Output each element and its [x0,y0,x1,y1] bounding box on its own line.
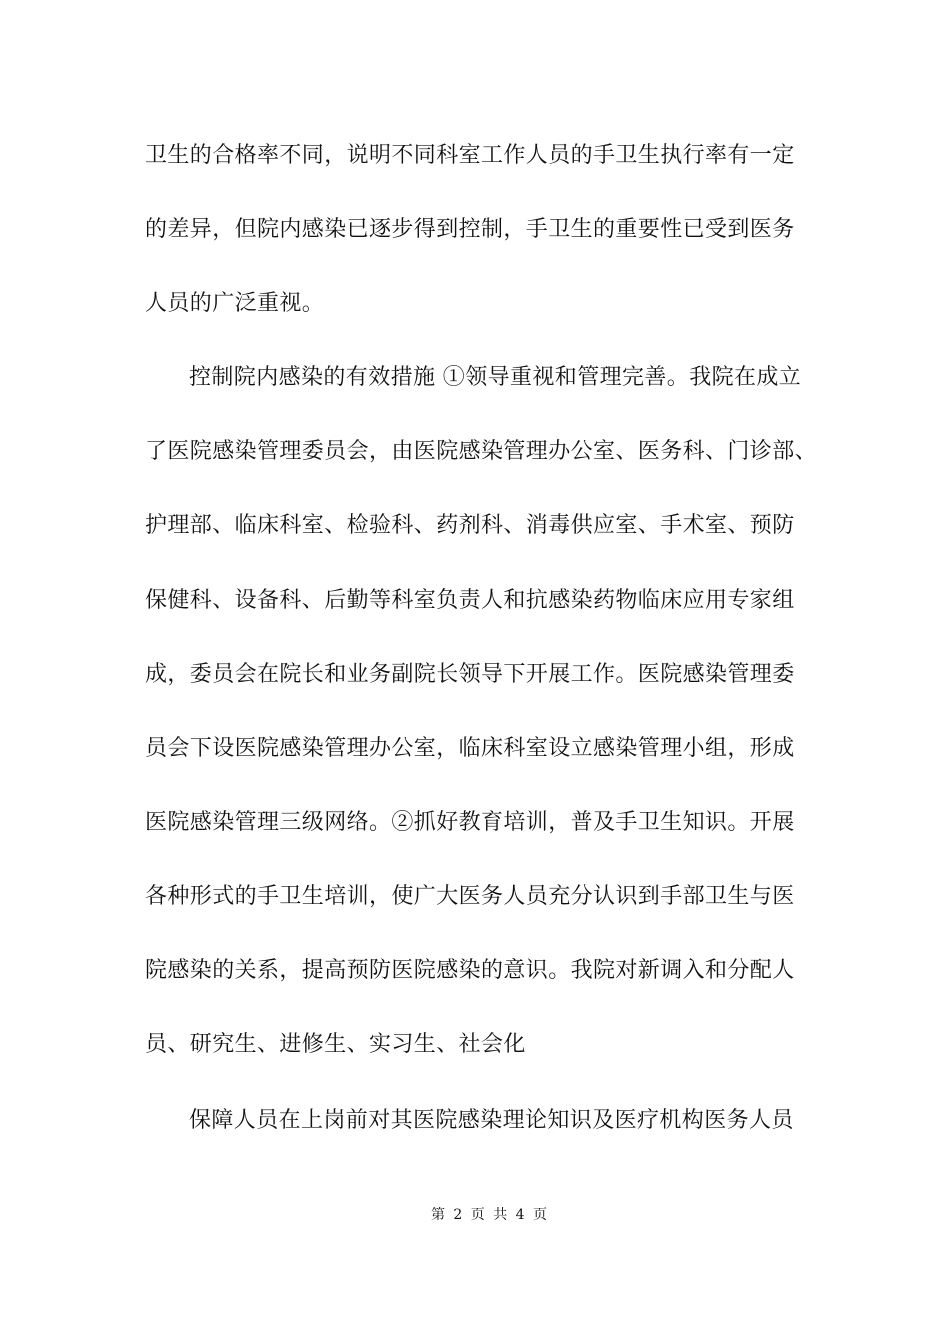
body-text-line: 员、研究生、进修生、实习生、社会化 [145,1032,526,1057]
page-footer: 第 2 页 共 4 页 [430,1207,550,1223]
body-text-line: 医院感染管理三级网络。②抓好教育培训，普及手卫生知识。开展 [145,810,795,835]
body-text-line: 保健科、设备科、后勤等科室负责人和抗感染药物临床应用专家组 [145,588,795,613]
body-text-line: 的差异，但院内感染已逐步得到控制，手卫生的重要性已受到医务 [145,217,795,242]
paragraph-first-line: 保障人员在上岗前对其医院感染理论知识及医疗机构医务人员 [189,1108,794,1133]
body-text-line: 了医院感染管理委员会，由医院感染管理办公室、医务科、门诊部、 [145,439,818,464]
body-text-line: 院感染的关系，提高预防医院感染的意识。我院对新调入和分配人 [145,958,795,983]
paragraph-first-line: 控制院内感染的有效措施 ①领导重视和管理完善。我院在成立 [189,365,802,390]
body-text-line: 成，委员会在院长和业务副院长领导下开展工作。医院感染管理委 [145,662,795,687]
body-text-line: 人员的广泛重视。 [145,291,325,316]
body-text-line: 护理部、临床科室、检验科、药剂科、消毒供应室、手术室、预防 [145,513,795,538]
body-text-line: 各种形式的手卫生培训，使广大医务人员充分认识到手部卫生与医 [145,884,795,909]
body-text-line: 卫生的合格率不同，说明不同科室工作人员的手卫生执行率有一定 [145,143,795,168]
body-text-line: 员会下设医院感染管理办公室，临床科室设立感染管理小组，形成 [145,736,795,761]
